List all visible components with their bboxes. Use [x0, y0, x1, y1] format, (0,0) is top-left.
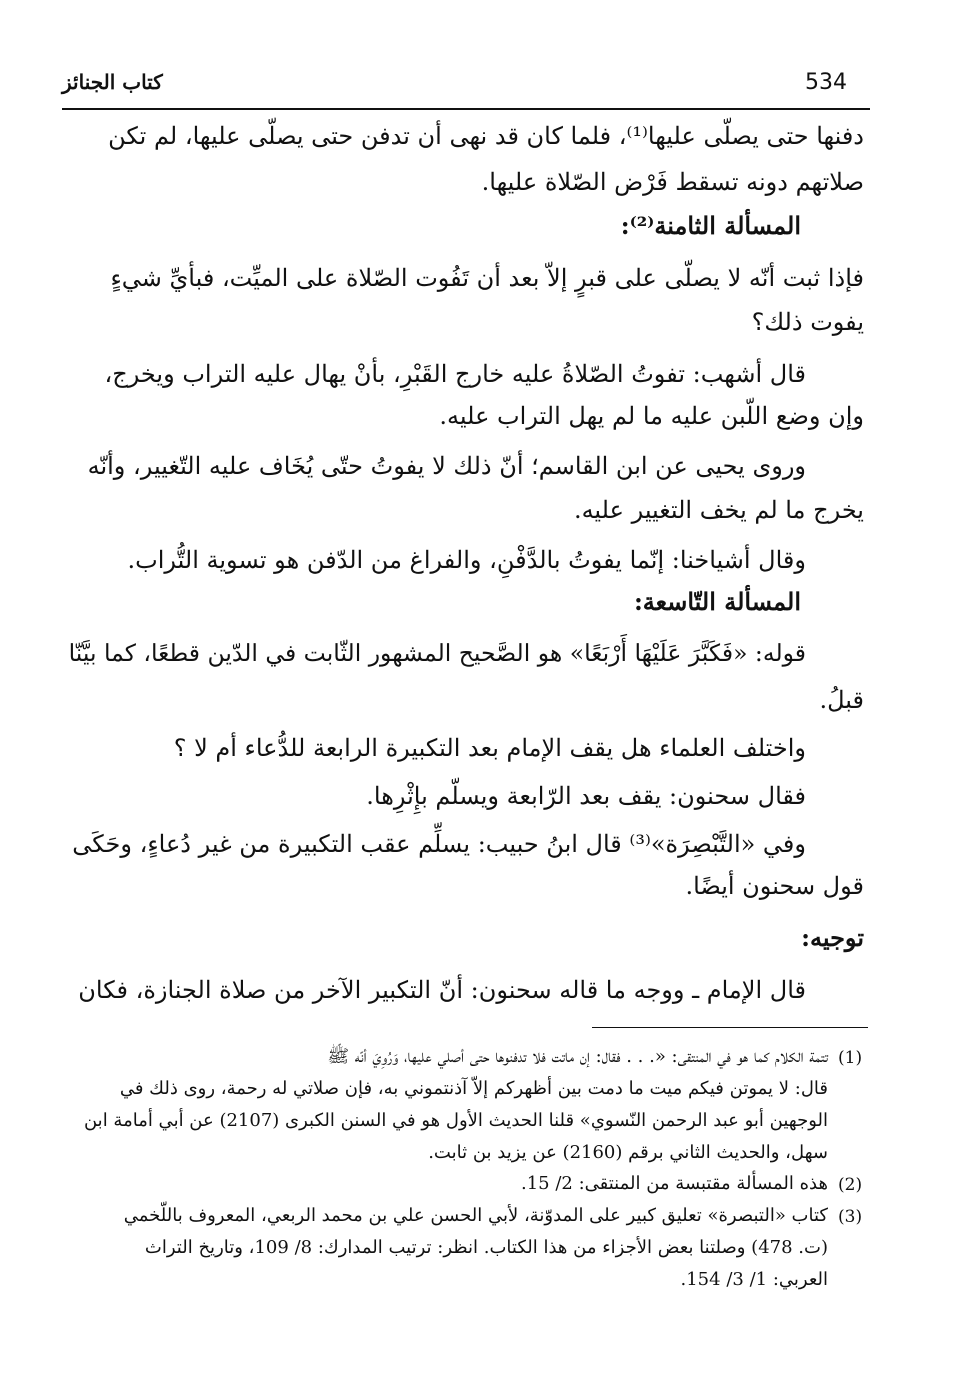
body-line: وقال أشياخنا: إنّما يفوتُ بالدَّفْنِ، والفراغ من الدّفن هو تسوية التُّراب. — [127, 546, 806, 574]
footnote-number: (1) — [838, 1048, 863, 1068]
body-line: وإن وضع اللّبن عليه ما لم يهل التراب عليه. — [439, 402, 864, 430]
body-line: قبلُ. — [819, 686, 864, 714]
body-line: واختلف العلماء هل يقف الإمام بعد التكبيرة الرابعة للدُّعاء أم لا ؟ — [173, 734, 806, 762]
body-line: فقال سحنون: يقف بعد الرّابعة ويسلّم بإِثْرِها. — [366, 782, 806, 810]
body-line: يفوت ذلك؟ — [751, 308, 864, 336]
body-line: قال أشهب: تفوتُ الصّلاةُ عليه خارج القَبْرِ، بأنْ يهال عليه التراب ويخرج، — [104, 360, 806, 388]
section-heading: المسألة التّاسعة: — [633, 587, 801, 616]
body-line: قول سحنون أيضًا. — [685, 872, 864, 900]
footnote-line: (ت. 478) وصلتنا بعض الأجزاء من هذا الكتاب. انظر: ترتيب المدارك: 8/ 109، وتاريخ التراث — [144, 1237, 828, 1258]
body-line: قوله: «فَكَبَّرَ عَلَيْهَا أَرْبَعًا» هو الصَّحيح المشهور الثّابت في الدّين قطعًا، كما بيَّنّا — [68, 639, 806, 667]
body-line: دفنها حتى يصلّى عليها⁽¹⁾، فلما كان قد نهى أن تدفن حتى يصلّى عليها، لم تكن — [108, 122, 864, 150]
section-heading: المسألة الثامنة⁽²⁾: — [620, 211, 801, 240]
footnote-line: كتاب «التبصرة» تعليق كبير على المدوّنة، لأبي الحسن علي بن محمد الربعي، المعروف باللّخمي — [123, 1205, 828, 1226]
footnote-line: الوجهين أبو عبد الرحمن النّسوي» قلنا الحديث الأول هو في السنن الكبرى (2107) عن أبي أمامة ابن — [83, 1110, 828, 1131]
body-line: وروى يحيى عن ابن القاسم؛ أنّ ذلك لا يفوتُ حتّى يُخَاف عليه التّغيير، وأنّه — [87, 452, 806, 480]
section-heading: توجيه: — [801, 923, 864, 952]
footnote-rule — [592, 1027, 868, 1028]
footnote-line: العربي: 1/ 3/ 154. — [680, 1269, 828, 1290]
body-line: يخرج ما لم يخف التغيير عليه. — [573, 496, 864, 524]
body-line: فإذا ثبت أنّه لا يصلّى على قبرٍ إلاّ بعد أن تَفُوت الصّلاة على الميِّت، فبأيِّ شيءٍ — [110, 264, 864, 292]
body-line: وفي «التَّبْصِرَة»⁽³⁾ قال ابنُ حبيب: يسلِّم عقب التكبيرة من غير دُعاءٍ، وحَكَى — [72, 830, 806, 858]
running-title: كتاب الجنائز — [62, 70, 163, 94]
footnote-line: تتمة الكلام كما هو في المنتقى: «. . . فقال: إن ماتت فلا تدفنوها حتى أصلي عليها، وَرُوِيَ أنّه ﷺ — [327, 1046, 828, 1067]
header-rule — [62, 108, 870, 110]
footnote-number: (2) — [838, 1175, 863, 1195]
footnote-line: قال: لا يموتن فيكم ميت ما دمت بين أظهركم إلاّ آذنتموني به، فإن صلاتي له رحمة، روى ذلك في — [119, 1078, 828, 1099]
body-line: صلاتهم دونه تسقط فَرْض الصّلاة عليها. — [481, 168, 864, 196]
footnote-line: سهل، والحديث الثاني برقم (2160) عن يزيد بن ثابت. — [428, 1142, 828, 1163]
footnote-number: (3) — [838, 1207, 863, 1227]
body-line: قال الإمام ـ ووجه ما قاله سحنون: أنّ التكبير الآخر من صلاة الجنازة، فكان — [78, 976, 806, 1004]
footnote-line: هذه المسألة مقتبسة من المنتقى: 2/ 15. — [520, 1173, 828, 1194]
page-number: 534 — [805, 70, 847, 95]
